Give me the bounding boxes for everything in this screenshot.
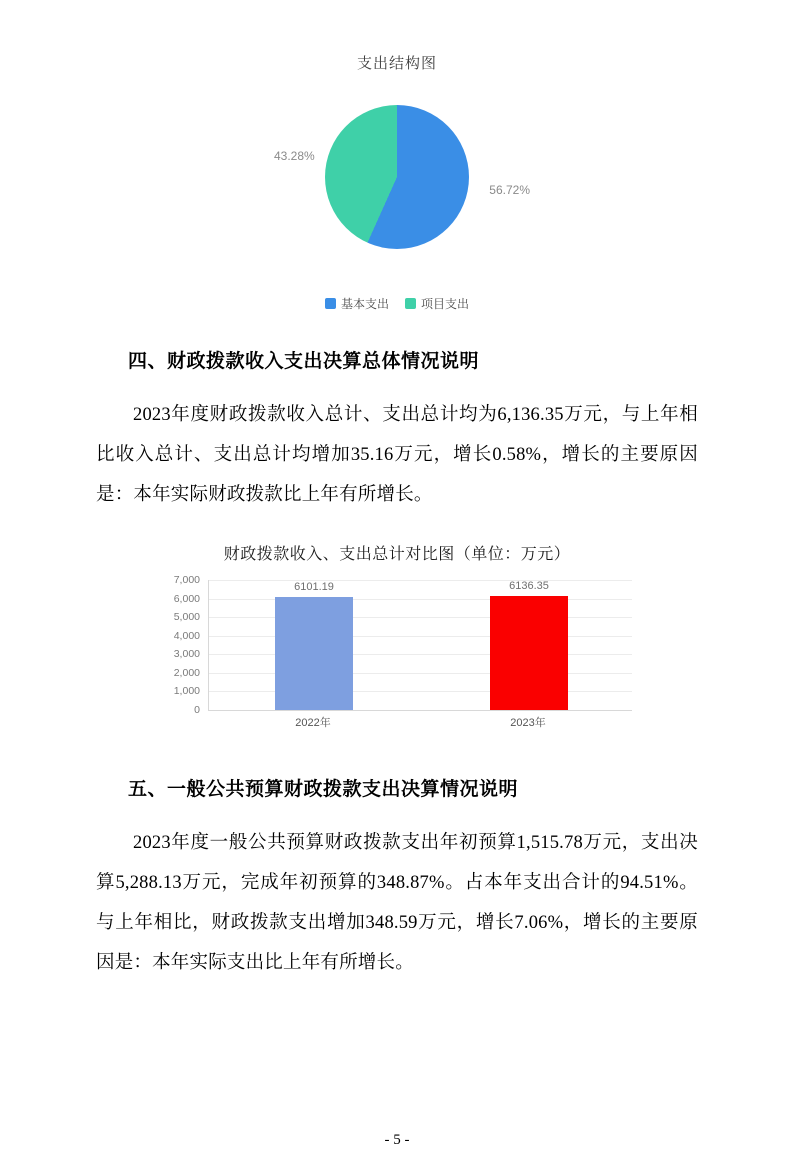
grid-line — [209, 654, 632, 655]
y-tick: 2,000 — [173, 666, 200, 679]
pie-chart-area — [96, 91, 698, 281]
grid-line — [209, 691, 632, 692]
grid-line — [209, 673, 632, 674]
pie-graphic — [325, 105, 469, 249]
bar-fill-2022 — [275, 597, 353, 710]
pie-label-basic: 56.72% — [489, 183, 530, 197]
grid-line — [209, 580, 632, 581]
revenue-expenditure-comparison-chart — [96, 541, 698, 730]
section-five-heading: 五、一般公共预算财政拨款支出决算情况说明 — [128, 779, 519, 800]
page-footer: - 5 - — [384, 1132, 410, 1148]
y-tick: 6,000 — [173, 592, 200, 605]
x-label-2022: 2022年 — [295, 717, 331, 729]
y-tick: 3,000 — [173, 648, 200, 661]
grid-line — [209, 636, 632, 637]
y-tick: 4,000 — [173, 629, 200, 642]
pie-legend — [96, 295, 698, 312]
bar-chart-x-axis — [208, 714, 632, 732]
bar-chart-title: 财政拨款收入、支出总计对比图（单位：万元） — [223, 546, 571, 563]
bar-chart-y-axis — [162, 574, 204, 716]
bar-chart-plot — [208, 580, 632, 711]
bar-2022 — [275, 580, 353, 710]
legend-item-project — [405, 295, 469, 312]
section-four-paragraph: 2023年度财政拨款收入总计、支出总计均为6,136.35万元，与上年相比收入总计、支出总计均增加35.16万元，增长0.58%，增长的主要原因是：本年实际财政拨款比上年有所增长。 — [96, 405, 698, 505]
grid-line — [209, 599, 632, 600]
grid-line — [209, 617, 632, 618]
y-tick: 5,000 — [173, 611, 200, 624]
bar-value-2022: 6101.19 — [294, 580, 334, 593]
section-four-heading: 四、财政拨款收入支出决算总体情况说明 — [128, 351, 480, 372]
y-tick: 7,000 — [173, 574, 200, 586]
pie-chart-title: 支出结构图 — [356, 55, 437, 72]
bar-value-2023: 6136.35 — [509, 580, 549, 593]
legend-item-basic — [325, 295, 389, 312]
bar-fill-2023 — [490, 596, 568, 710]
expenditure-structure-chart — [96, 52, 698, 312]
legend-swatch-project — [405, 298, 416, 309]
y-tick: 1,000 — [173, 685, 200, 698]
bar-2023 — [490, 580, 568, 710]
bar-chart-area — [162, 574, 632, 730]
legend-label-project: 项目支出 — [421, 297, 470, 311]
x-label-2023: 2023年 — [510, 717, 546, 729]
legend-swatch-basic — [325, 298, 336, 309]
pie-label-project: 43.28% — [274, 149, 315, 163]
section-five-paragraph: 2023年度一般公共预算财政拨款支出年初预算1,515.78万元，支出决算5,288.13万元，完成年初预算的348.87%。占本年支出合计的94.51%。与上年相比，财政拨款支出增加348.59万元，增长7.06%，增长的主要原因是：本年实际支出比上年有所增长。 — [96, 833, 698, 973]
document-page — [0, 52, 794, 1175]
y-tick: 0 — [194, 704, 200, 716]
legend-label-basic: 基本支出 — [340, 297, 389, 311]
